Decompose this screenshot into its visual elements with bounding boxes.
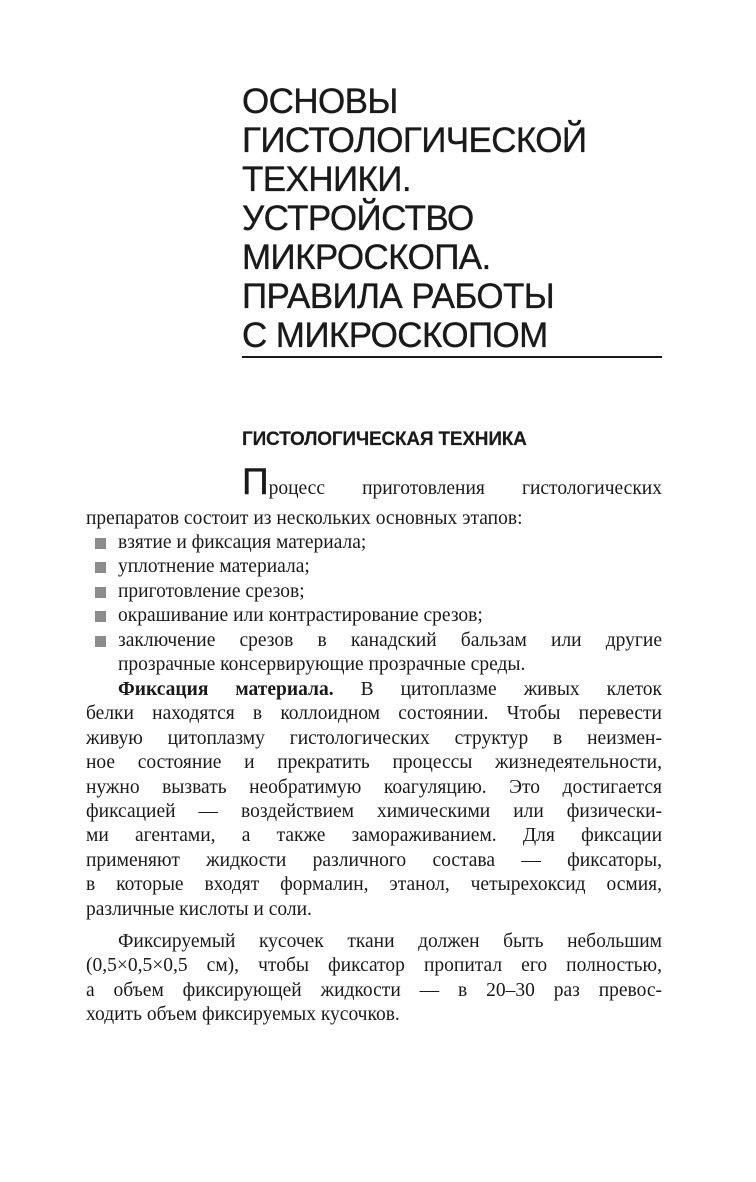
paragraph-line: белки находятся в коллоидном состоянии. Чтобы перевести [86, 703, 662, 725]
paragraph-line: а объем фиксирующей жидкости — в 20–30 раз превос- [86, 979, 662, 1001]
intro-paragraph [86, 507, 662, 531]
list-item-text: приготовление срезов; [118, 580, 305, 602]
chapter-title-line: ОСНОВЫ [242, 82, 398, 121]
paragraph-line: нужно вызвать необратимую коагуляцию. Это достигается [86, 776, 662, 798]
chapter-title-line: ГИСТОЛОГИЧЕСКОЙ [242, 121, 587, 160]
paragraph-first-line [86, 678, 662, 702]
paragraph-line: ходить объем фиксируемых кусочков. [86, 1004, 400, 1026]
paragraph-line: (0,5×0,5×0,5 см), чтобы фиксатор пропитал его полностью, [86, 955, 662, 977]
square-bullet-icon [95, 562, 106, 573]
intro-first-line-text: роцесс приготовления гистологических [268, 478, 662, 499]
paragraph-line: ми агентами, а также замораживанием. Для фиксации [86, 825, 662, 847]
paragraph-line: применяют жидкости различного состава — фиксаторы, [86, 849, 662, 871]
chapter-title-line: С МИКРОСКОПОМ [242, 316, 548, 355]
list-item [86, 604, 662, 628]
chapter-title-line: МИКРОСКОПА. [242, 238, 491, 277]
section-title: ГИСТОЛОГИЧЕСКАЯ ТЕХНИКА [242, 429, 527, 450]
square-bullet-icon [95, 587, 106, 598]
intro-first-line [242, 461, 662, 502]
square-bullet-icon [95, 538, 106, 549]
paragraph-line: ное состояние и прекратить процессы жизнедеятельности, [86, 752, 662, 774]
chapter-title [242, 82, 662, 355]
list-item [86, 555, 662, 579]
steps-list [86, 531, 662, 677]
list-item [86, 531, 662, 555]
list-item-text: взятие и фиксация материала; [118, 532, 367, 553]
paragraph-line: живую цитоплазму гистологических структур в неизмен- [86, 727, 662, 749]
chapter-title-line: УСТРОЙСТВО [242, 199, 474, 238]
paragraph-line: в которые входят формалин, этанол, четырехоксид осмия, [86, 874, 662, 896]
fixation-paragraph [86, 678, 662, 922]
paragraph-first-line: Фиксируемый кусочек ткани должен быть небольшим [118, 931, 662, 952]
list-item [86, 580, 662, 604]
intro-second-line: препаратов состоит из нескольких основных этапов: [86, 508, 523, 529]
list-item-text-continued: прозрачные консервирующие прозрачные среды. [118, 654, 526, 676]
chapter-title-line: ТЕХНИКИ. [242, 160, 411, 199]
square-bullet-icon [95, 636, 106, 647]
drop-cap: П [242, 461, 269, 502]
list-item-text: заключение срезов в канадский бальзам или другие [118, 629, 662, 651]
paragraph-first-line-text: В цитоплазме живых клеток [333, 679, 663, 700]
sample-paragraph [86, 930, 662, 1028]
chapter-title-line: ПРАВИЛА РАБОТЫ [242, 277, 555, 316]
list-item-text: окрашивание или контрастирование срезов; [118, 605, 483, 627]
square-bullet-icon [95, 611, 106, 622]
paragraph-line: различные кислоты и соли. [86, 898, 312, 920]
paragraph-lead: Фиксация материала. [118, 679, 334, 700]
title-divider [242, 356, 662, 358]
paragraph-line: фиксацией — воздействием химическими или физически- [86, 801, 662, 823]
list-item-text: уплотнение материала; [118, 556, 310, 578]
list-item [86, 629, 662, 678]
